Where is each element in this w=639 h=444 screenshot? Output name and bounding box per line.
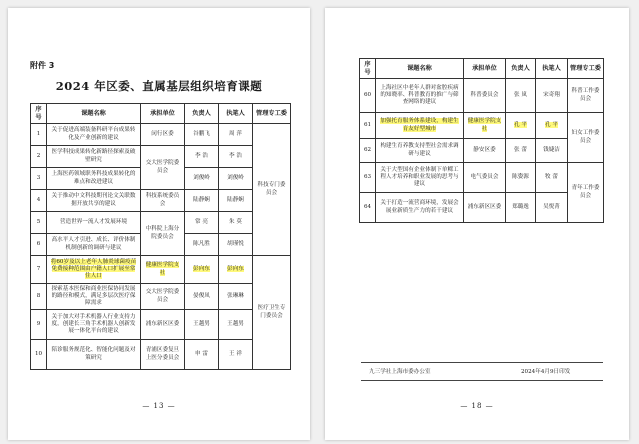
footer-rule-bottom bbox=[361, 380, 603, 381]
row-topic: 构建生育养教支持型社会需求调研与建议 bbox=[376, 139, 464, 163]
row-writer: 王越男 bbox=[219, 310, 253, 340]
row-topic: 上海社区中老年人群对盆腔疾病的知晓率、科普教育的推广与筛查网络的建议 bbox=[376, 79, 464, 113]
topics-table-left bbox=[30, 103, 291, 370]
row-writer: 孔 平 bbox=[545, 121, 558, 128]
row-lead: 晏俊凤 bbox=[185, 284, 219, 310]
row-no: 10 bbox=[31, 340, 47, 370]
page-title: 2024 年区委、直属基层组织培育课题 bbox=[55, 79, 263, 93]
table-row-highlighted bbox=[360, 113, 604, 139]
row-no: 3 bbox=[31, 168, 47, 190]
row-unit: 科普委员会 bbox=[464, 79, 506, 113]
header-unit: 承担单位 bbox=[141, 104, 185, 124]
row-writer: 刘俊岭 bbox=[219, 168, 253, 190]
table-header-row bbox=[31, 104, 291, 124]
row-lead: 陆静娴 bbox=[185, 190, 219, 212]
table-row bbox=[31, 340, 291, 370]
table-row bbox=[31, 124, 291, 146]
row-writer: 王 祥 bbox=[219, 340, 253, 370]
footer-rule-top bbox=[361, 362, 603, 363]
table-row bbox=[31, 146, 291, 168]
row-lead: 陈姿源 bbox=[506, 163, 536, 193]
row-topic: 加强托育服务体系建设，构建生育友好型城市 bbox=[380, 118, 459, 132]
table-row bbox=[360, 139, 604, 163]
page-number: — 18 — bbox=[460, 402, 494, 410]
row-topic: 关于加大对手术机器人行业支持力度，创建长三角手术机器人创新发展一体化平台的建议 bbox=[47, 310, 141, 340]
document-page-18 bbox=[325, 8, 629, 440]
row-unit: 中科院上海分院委员会 bbox=[141, 212, 185, 256]
row-lead: 张 蕾 bbox=[506, 139, 536, 163]
row-writer: 李 浩 bbox=[219, 146, 253, 168]
footer-issuer: 九三学社上海市委办公室 bbox=[369, 369, 431, 375]
row-writer: 胡瑾悦 bbox=[219, 234, 253, 256]
row-no: 63 bbox=[360, 163, 376, 193]
row-no: 62 bbox=[360, 139, 376, 163]
row-topic: 关于打造一流营商环境，发展会展业新质生产力的若干建议 bbox=[376, 193, 464, 223]
table-row bbox=[31, 212, 291, 234]
header-lead: 负责人 bbox=[185, 104, 219, 124]
row-unit: 健康医学院支社 bbox=[467, 118, 502, 132]
committee-cell: 科技专门委员会 bbox=[253, 124, 291, 256]
table-row bbox=[360, 193, 604, 223]
row-no: 64 bbox=[360, 193, 376, 223]
header-topic: 课题名称 bbox=[47, 104, 141, 124]
row-unit: 青浦区委复旦上医分委员会 bbox=[141, 340, 185, 370]
row-lead: 陈凡胜 bbox=[185, 234, 219, 256]
header-writer: 执笔人 bbox=[536, 59, 568, 79]
row-topic: 将60岁及以上老年人肺炎球菌疫苗免费接种范围由户籍人口扩展至常住人口 bbox=[50, 258, 137, 280]
row-no: 2 bbox=[31, 146, 47, 168]
row-lead: 刘俊岭 bbox=[185, 168, 219, 190]
row-topic: 关于促进高端装备科研平台成果转化及产业创新的建议 bbox=[47, 124, 141, 146]
row-lead: 孔 平 bbox=[514, 121, 527, 128]
header-no: 序号 bbox=[31, 104, 47, 124]
table-row bbox=[31, 310, 291, 340]
page-number: — 13 — bbox=[142, 402, 176, 410]
footer-date: 2024年4月9日印发 bbox=[521, 369, 571, 375]
row-writer: 周 萍 bbox=[219, 124, 253, 146]
header-topic: 课题名称 bbox=[376, 59, 464, 79]
header-committee: 管理专工委 bbox=[568, 59, 604, 79]
row-writer: 朱 莫 bbox=[219, 212, 253, 234]
row-no: 8 bbox=[31, 284, 47, 310]
row-writer: 张琳琳 bbox=[219, 284, 253, 310]
row-topic: 关于大型国有企业体制下单鳏工程人才培养和职业发展的思考与建议 bbox=[376, 163, 464, 193]
row-no: 5 bbox=[31, 212, 47, 234]
document-page-13 bbox=[8, 8, 310, 440]
row-topic: 医学科技成果转化新路径探索及破壁研究 bbox=[47, 146, 141, 168]
row-lead: 彭向东 bbox=[193, 265, 210, 272]
row-no: 9 bbox=[31, 310, 47, 340]
header-writer: 执笔人 bbox=[219, 104, 253, 124]
topics-table-right bbox=[359, 58, 604, 223]
row-no: 4 bbox=[31, 190, 47, 212]
table-row bbox=[31, 190, 291, 212]
row-unit: 交大医学院委员会 bbox=[141, 146, 185, 190]
row-lead: 郑璐逸 bbox=[506, 193, 536, 223]
committee-cell: 科普工作委员会 bbox=[568, 79, 604, 113]
committee-cell: 妇女工作委员会 bbox=[568, 113, 604, 163]
row-unit: 健康医学院支社 bbox=[145, 262, 180, 276]
table-row bbox=[360, 79, 604, 113]
row-lead: 李 浩 bbox=[185, 146, 219, 168]
row-unit: 交大医学院委员会 bbox=[141, 284, 185, 310]
header-committee: 管理专工委 bbox=[253, 104, 291, 124]
row-topic: 上海医药领域职务科技成果转化的难点和改进建议 bbox=[47, 168, 141, 190]
table-header-row bbox=[360, 59, 604, 79]
row-writer: 牧 蕾 bbox=[536, 163, 568, 193]
row-lead: 常 亮 bbox=[185, 212, 219, 234]
row-lead: 张 岚 bbox=[506, 79, 536, 113]
header-no: 序号 bbox=[360, 59, 376, 79]
header-unit: 承担单位 bbox=[464, 59, 506, 79]
row-topic: 关于推动中文科技期刊论文关联数据开放共享的建议 bbox=[47, 190, 141, 212]
row-topic: 营造世界一流人才发展环境 bbox=[47, 212, 141, 234]
row-writer: 彭向东 bbox=[227, 265, 244, 272]
row-no: 7 bbox=[31, 256, 47, 284]
table-row-highlighted bbox=[31, 256, 291, 284]
header-lead: 负责人 bbox=[506, 59, 536, 79]
row-no: 60 bbox=[360, 79, 376, 113]
table-row bbox=[360, 163, 604, 193]
row-topic: 高水平人才引进、成长、评价体制机制创新的调研与建议 bbox=[47, 234, 141, 256]
row-writer: 陆静娴 bbox=[219, 190, 253, 212]
row-writer: 宋奇翔 bbox=[536, 79, 568, 113]
row-topic: 陪诊服务规范化、智能化问题及对策研究 bbox=[47, 340, 141, 370]
row-no: 61 bbox=[360, 113, 376, 139]
annex-label: 附件 3 bbox=[30, 61, 55, 70]
row-topic: 探索基本医保和商业医保协同发展的路径和模式，满足多层次医疗保障需求 bbox=[47, 284, 141, 310]
row-no: 6 bbox=[31, 234, 47, 256]
row-unit: 闵行区委 bbox=[141, 124, 185, 146]
row-writer: 钱婕洁 bbox=[536, 139, 568, 163]
row-unit: 静安区委 bbox=[464, 139, 506, 163]
committee-cell: 青年工作委员会 bbox=[568, 163, 604, 223]
row-unit: 科技系统委员会 bbox=[141, 190, 185, 212]
committee-cell: 医疗卫生专门委员会 bbox=[253, 256, 291, 370]
row-unit: 电气委员会 bbox=[464, 163, 506, 193]
table-row bbox=[31, 284, 291, 310]
row-lead: 申 雷 bbox=[185, 340, 219, 370]
row-lead: 王越男 bbox=[185, 310, 219, 340]
row-unit: 浦东新区区委 bbox=[464, 193, 506, 223]
row-lead: 谷鹏飞 bbox=[185, 124, 219, 146]
row-unit: 浦东新区区委 bbox=[141, 310, 185, 340]
row-no: 1 bbox=[31, 124, 47, 146]
row-writer: 吴悦菁 bbox=[536, 193, 568, 223]
